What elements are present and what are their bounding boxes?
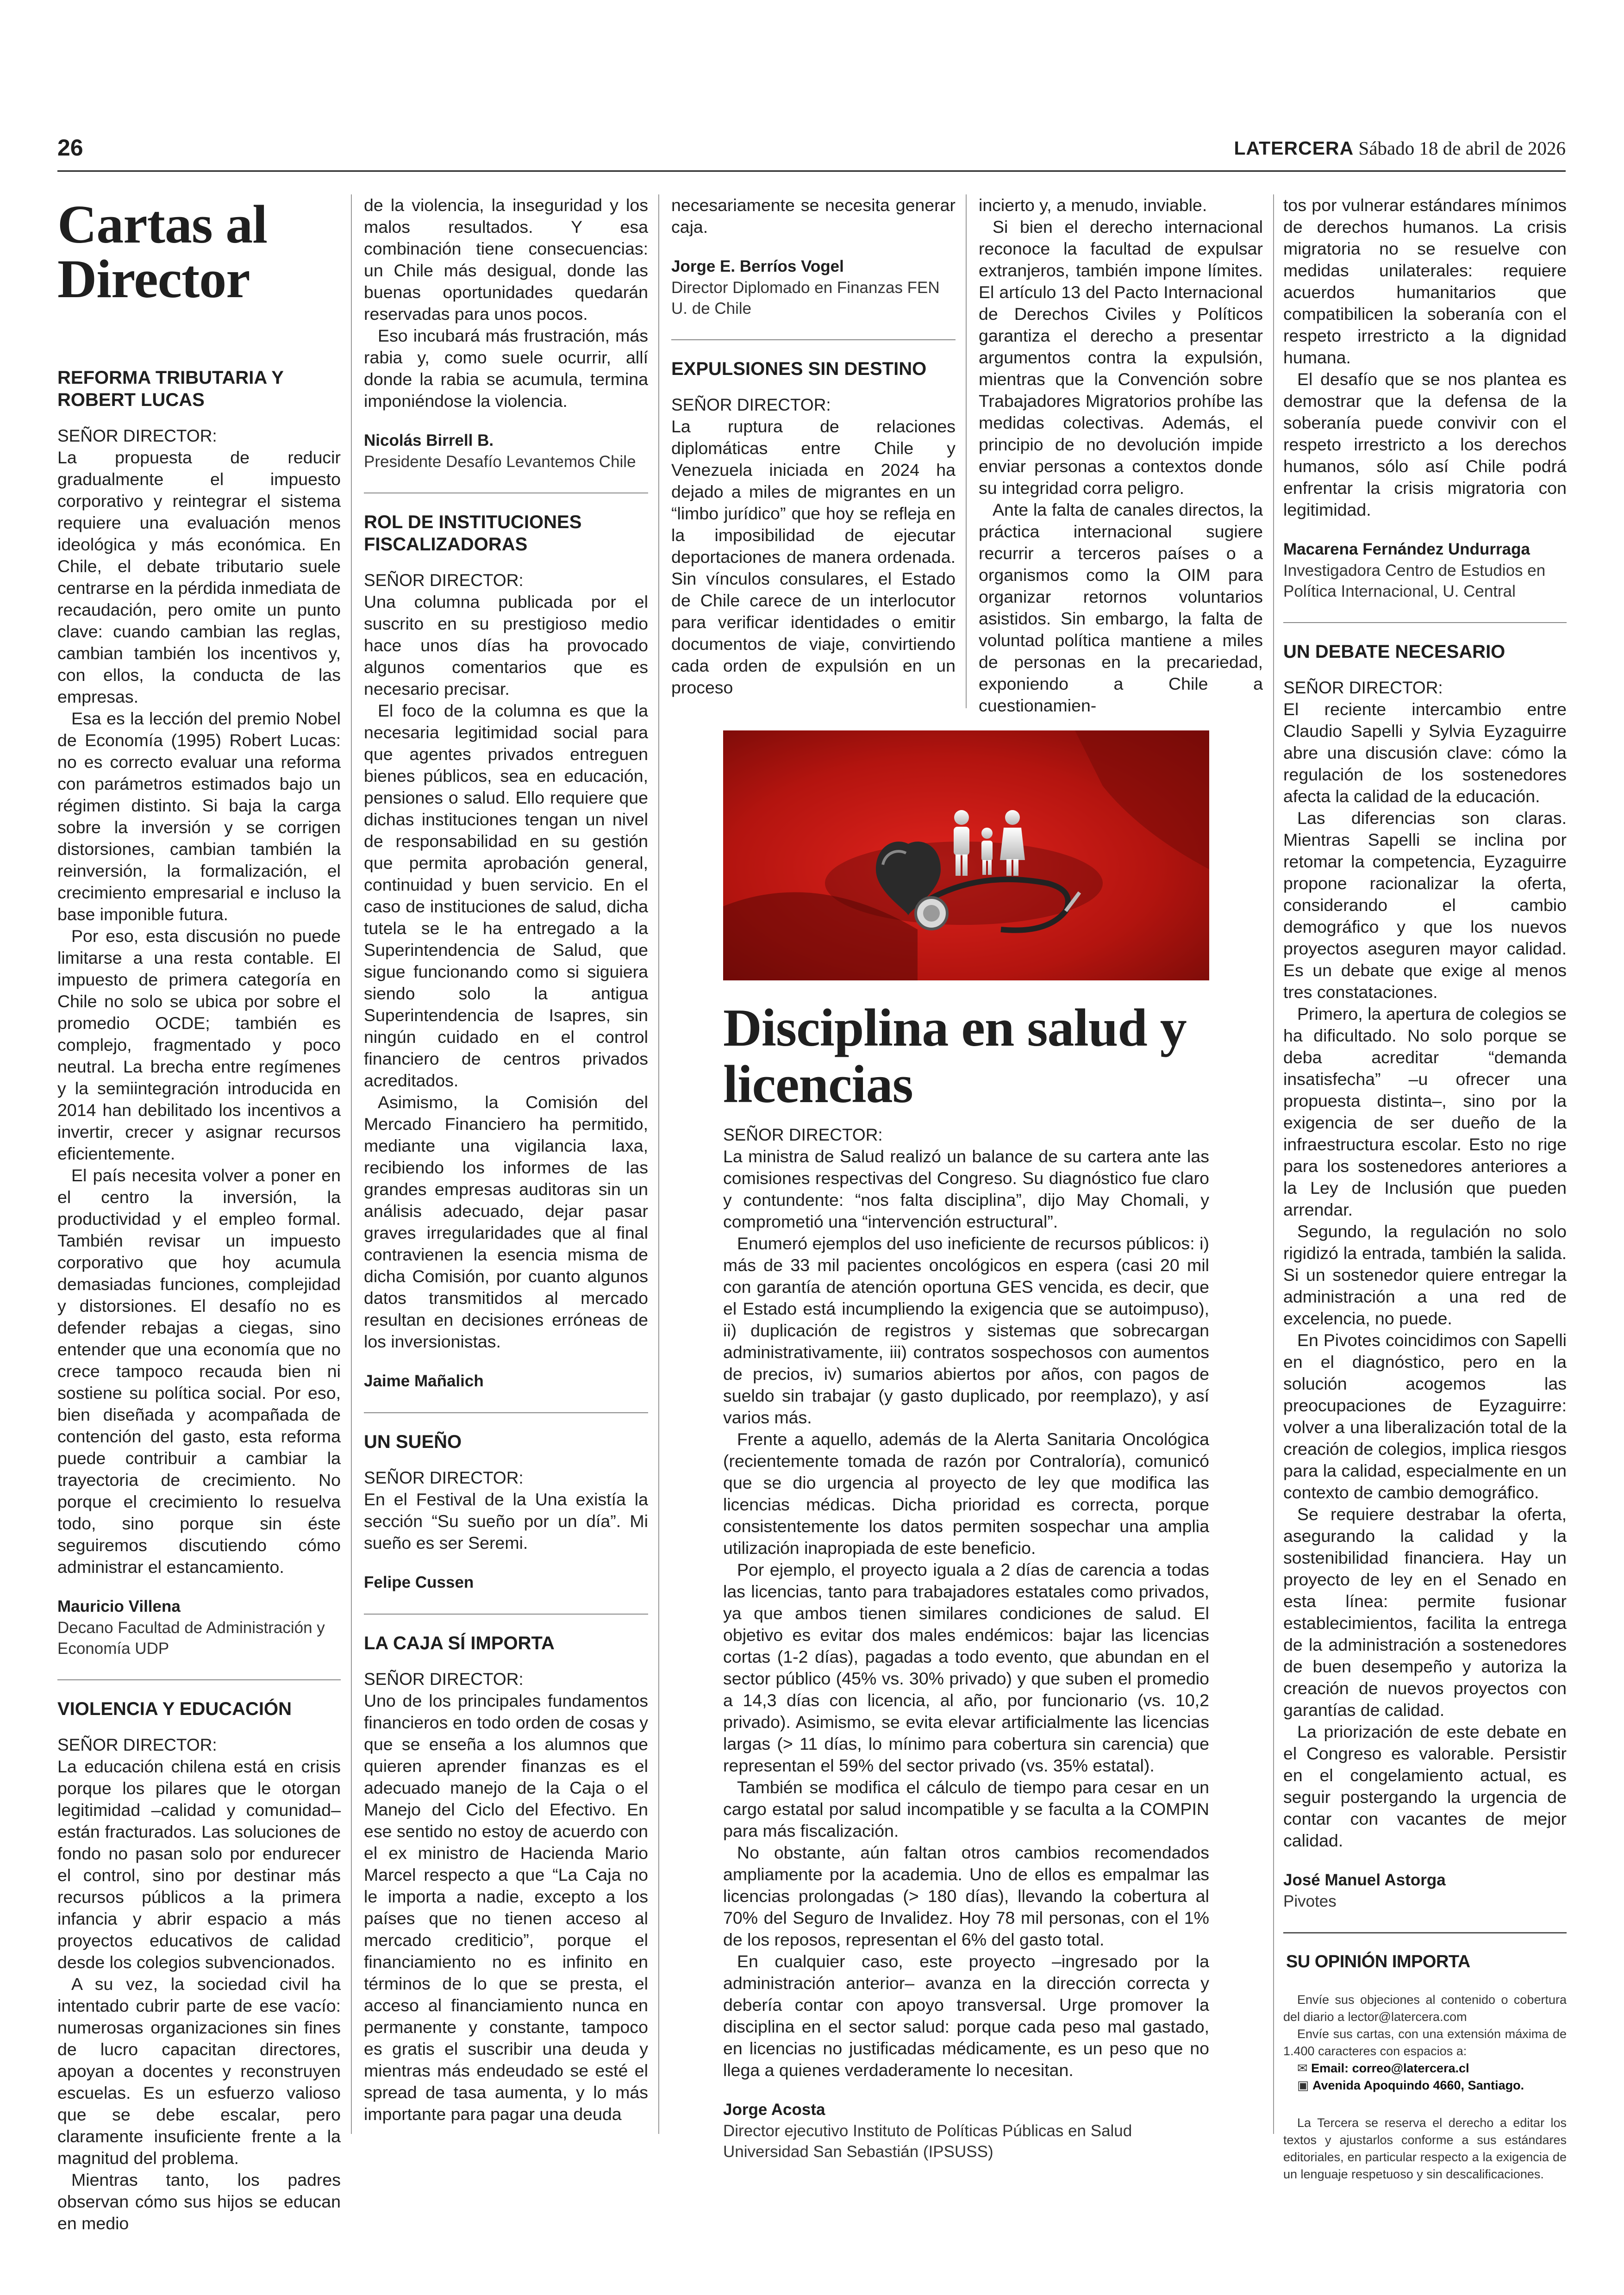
paragraph: Una columna publicada por el suscrito en su prestigioso medio hace unos días ha provocado algunos comentarios que es necesario precisar. (364, 592, 648, 698)
paragraph: No obstante, aún faltan otros cambios recomendados ampliamente por la academia. Uno de ellos es empalmar las licencias prolongadas (> 180 días), llevando la cobertura al 70% del Seguro de Invalidez. Hoy 78 mil personas, con el 1% de los reposos, representan el 6% del gasto total. (723, 1843, 1209, 1949)
salutation: SEÑOR DIRECTOR: (364, 571, 524, 590)
paragraph: También se modifica el cálculo de tiempo para cesar en un cargo estatal por salud incompatible y se faculta a la COMPIN para más fiscalización. (723, 1777, 1209, 1840)
top-rule (57, 170, 1566, 172)
paragraph: necesariamente se necesita generar caja. (671, 195, 956, 237)
letter-title: UN SUEÑO (364, 1432, 462, 1452)
salutation: SEÑOR DIRECTOR: (671, 395, 831, 414)
letter-affiliation: Universidad San Sebastián (IPSUSS) (723, 2143, 993, 2161)
email-line (1283, 2060, 1567, 2077)
paragraph: En el Festival de la Una existía la sección “Su sueño por un día”. Mi sueño es ser Seremi. (364, 1490, 648, 1553)
salutation: SEÑOR DIRECTOR: (364, 1670, 524, 1689)
envelope-icon: ✉ (1297, 2061, 1312, 2075)
salutation: SEÑOR DIRECTOR: (364, 1468, 524, 1487)
opinion-box-title: SU OPINIÓN IMPORTA (1286, 1952, 1470, 1971)
paragraph: Si bien el derecho internacional reconoce la facultad de expulsar extranjeros, también impone límites. El artículo 13 del Pacto Internacional de Derechos Civiles y Políticos garantiza el derecho a presentar argumentos contra la expulsión, mientras que la Convención sobre Trabajadores Migratorios prohíbe las medidas colectivas. Además, el principio de no devolución impide enviar personas a contextos donde su integridad corra peligro. (979, 217, 1263, 498)
divider (671, 339, 956, 340)
paragraph: Segundo, la regulación no solo rigidizó la entrada, también la salida. Si un sostenedor quiere entregar la administración a una red de excelencia, no puede. (1283, 1222, 1567, 1328)
paragraph: En Pivotes coincidimos con Sapelli en el diagnóstico, pero en la solución acogemos las preocupaciones de Eyzaguirre: volver a una liberalización total de la creación de colegios, implica riesgos para la calidad, especialmente en un contexto de cambio demográfico. (1283, 1330, 1567, 1502)
paragraph: La ruptura de relaciones diplomáticas entre Chile y Venezuela iniciada en 2024 ha dejado a miles de migrantes en un “limbo jurídico” que hoy se refleja en la imposibilidad de ejecutar deportaciones de manera ordenada. Sin vínculos consulares, el Estado de Chile carece de un interlocutor para verificar identidades o emitir documentos de viaje, convirtiendo cada orden de expulsión en un proceso (671, 417, 956, 697)
paragraph: La priorización de este debate en el Congreso es valorable. Persistir en el congelamiento actual, es seguir postergando la urgencia de contar con vacantes de mejor calidad. (1283, 1722, 1567, 1850)
column-1 (57, 194, 341, 2234)
paragraph: incierto y, a menudo, inviable. (979, 195, 1207, 215)
paragraph: La educación chilena está en crisis porque los pilares que le otorgan legitimidad –calidad y comunidad– están fracturados. Las soluciones de fondo no pasan solo por endurecer el control, sino por destinar más recursos públicos a la primera infancia y abrir espacio a más proyectos educativos de calidad desde los colegios subvencionados. (57, 1757, 341, 1972)
paragraph: A su vez, la sociedad civil ha intentado cubrir parte de ese vacío: numerosas organizaciones sin fines de lucro capacitan directores, apoyan a docentes y reconstruyen escuelas. Es un esfuerzo valioso que se debe escalar, pero claramente insuficiente frente a la magnitud del problema. (57, 1974, 341, 2168)
letter-affiliation: Investigadora Centro de Estudios en Política Internacional, U. Central (1283, 561, 1546, 600)
column-2 (364, 194, 648, 2125)
paragraph: Primero, la apertura de colegios se ha dificultado. No solo porque se deba acreditar “demanda insatisfecha” –u ofrecer una propuesta distinta–, sino por la exigencia de ser dueño de la infraestructura escolar. Esto no rige para los sostenedores anteriores a la Ley de Inclusión que pueden arrendar. (1283, 1004, 1567, 1219)
paragraph: Se requiere destrabar la oferta, asegurando la calidad y la sostenibilidad financiera. Hay un proyecto de ley en el Senado en esta línea: permite fusionar establecimientos, facilita la entrega de la administración a sostenedores de buen desempeño y autoriza la creación de nuevos proyectos con garantías de calidad. (1283, 1504, 1567, 1720)
letter-title: EXPULSIONES SIN DESTINO (671, 359, 927, 379)
column-divider (1273, 194, 1274, 2134)
column-4 (979, 194, 1263, 717)
letter-author: Jorge Acosta (723, 2101, 825, 2119)
column-divider (966, 194, 967, 708)
letter-affiliation: Decano Facultad de Administración y Economía UDP (57, 1619, 325, 1658)
section-title: Cartas al Director (57, 194, 268, 309)
mailbox-icon: ▣ (1297, 2078, 1313, 2092)
paragraph: de la violencia, la inseguridad y los malos resultados. Y esa combinación tiene consecuencias: un Chile más desigual, donde las buenas oportunidades quedarán reservadas para unos pocos. (364, 195, 648, 324)
letter-affiliation: Pivotes (1283, 1892, 1337, 1910)
opinion-line: Envíe sus objeciones al contenido o cobertura del diario a lector@latercera.com (1283, 1993, 1567, 2024)
letter-title: VIOLENCIA Y EDUCACIÓN (57, 1699, 292, 1719)
page-number: 26 (57, 135, 83, 161)
paragraph: Esa es la lección del premio Nobel de Economía (1995) Robert Lucas: no es correcto evaluar una reforma con parámetros estimados bajo un régimen distinto. Si baja la carga sobre la inversión y se corrigen distorsiones, cambian también la reinversión, la formalización, el crecimiento empresarial e incluso la base imponible futura. (57, 709, 341, 924)
letter-title: LA CAJA SÍ IMPORTA (364, 1633, 555, 1653)
divider (364, 1614, 648, 1615)
paragraph: En cualquier caso, este proyecto –ingresado por la administración anterior– avanza en la dirección correcta y debería contar con apoyo transversal. Urge promover la disciplina en el sector salud: porque cada peso mal gastado, en licencias no justificadas médicamente, es un peso que no llega a quienes verdaderamente lo necesitan. (723, 1952, 1209, 2080)
letter-affiliation: Director ejecutivo Instituto de Políticas Públicas en Salud (723, 2122, 1132, 2140)
salutation: SEÑOR DIRECTOR: (57, 426, 217, 445)
paragraph: Mientras tanto, los padres observan cómo sus hijos se educan en medio (57, 2170, 341, 2233)
issue-date: Sábado 18 de abril de 2026 (1358, 137, 1566, 159)
paragraph: Las diferencias son claras. Mientras Sapelli se inclina por retomar la competencia, Eyzaguirre propone racionalizar la oferta, considerando el cambio demográfico y que los nuevos proyectos aseguren mayor calidad. Es un debate que exige al menos tres constataciones. (1283, 808, 1567, 1002)
address-line (1283, 2077, 1567, 2094)
paragraph: Eso incubará más frustración, más rabia y, como suele ocurrir, allí donde la rabia se acumula, termina imponiéndose la violencia. (364, 326, 648, 411)
paragraph: Enumeró ejemplos del uso ineficiente de recursos públicos: i) más de 33 mil pacientes oncológicos en espera (casi 20 mil con garantía de atención oportuna GES vencida, es decir, que el Estado está incumpliendo la exigencia que se autoimpuso), ii) duplicación de registros y sistemas que sobrecargan administrativamente, iii) contratos sospechosos con aumentos de precios, iv) sumarios abiertos por años, con pagos de sueldo sin trabajar (y gasto duplicado, por reemplazo), y así varios más. (723, 1234, 1209, 1427)
letter-title: ROL DE INSTITUCIONES FISCALIZADORAS (364, 512, 582, 555)
paragraph: Uno de los principales fundamentos financieros en todo orden de cosas y que se enseña a los alumnos que quieren aprender finanzas es el adecuado manejo de la Caja o el Manejo del Ciclo del Efectivo. En ese sentido no estoy de acuerdo con el ex ministro de Hacienda Mario Marcel respecto a que “La Caja no le importa a nadie, excepto a los países que no tienen acceso al mercado crediticio”, porque el financiamiento no es infinito en términos de lo que se presta, el acceso al financiamiento nunca en permanente y constante, tampoco es gratis el suscribir una deuda y mientras más endeudado se esté el spread de tasa aumenta, y lo más importante para pagar una deuda (364, 1691, 648, 2124)
letter-title: UN DEBATE NECESARIO (1283, 642, 1505, 662)
disclaimer: La Tercera se reserva el derecho a editar los textos y ajustarlos conforme a sus estándares editoriales, en particular respecto a la exigencia de un lenguaje respetuoso y sin descalificaciones. (1283, 2116, 1567, 2181)
paragraph: Ante la falta de canales directos, la práctica internacional sugiere recurrir a terceros países o a organismos como la OIM para organizar retornos voluntarios asistidos. Sin embargo, la falta de voluntad política mantiene a miles de personas en la precariedad, exponiendo a Chile a cuestionamien- (979, 500, 1263, 715)
featured-title: Disciplina en salud y licencias (723, 998, 1187, 1114)
masthead (1234, 137, 1566, 159)
featured-letter (723, 1000, 1209, 2162)
paragraph: tos por vulnerar estándares mínimos de derechos humanos. La crisis migratoria no se resuelve con medidas unilaterales: requiere acuerdos humanitarios que compatibilicen la soberanía con el respeto irrestricto a la dignidad humana. (1283, 195, 1567, 367)
column-5 (1283, 194, 1567, 2183)
divider (57, 1679, 341, 1680)
salutation: SEÑOR DIRECTOR: (1283, 678, 1443, 697)
paragraph: La ministra de Salud realizó un balance de su cartera ante las comisiones respectivas del Congreso. Su diagnóstico fue claro y contundente: “nos falta disciplina”, dijo May Chomali, y comprometió una “intervención estructural”. (723, 1147, 1209, 1231)
letter-affiliation: Presidente Desafío Levantemos Chile (364, 453, 636, 471)
divider (1283, 1932, 1567, 1933)
paragraph: Asimismo, la Comisión del Mercado Financiero ha permitido, mediante una vigilancia laxa, recibiendo los informes de las grandes empresas auditoras sin un análisis adecuado, dejar pasar graves irregularidades que al final contravienen la esencia misma de dicha Comisión, por cuanto algunos datos transmitidos al mercado resultan en decisiones erróneas de los inversionistas. (364, 1092, 648, 1351)
paragraph: El reciente intercambio entre Claudio Sapelli y Sylvia Eyzaguirre abre una discusión clave: cómo la regulación de los sostenedores afecta la calidad de la educación. (1283, 699, 1567, 806)
brand-name: LATERCERA (1234, 137, 1354, 159)
letter-author: José Manuel Astorga (1283, 1871, 1446, 1889)
column-divider (351, 194, 352, 2134)
paragraph: El desafío que se nos plantea es demostrar que la defensa de la soberanía puede convivir con el respeto irrestricto a los derechos humanos, sólo así Chile podrá enfrentar la crisis migratoria con legitimidad. (1283, 369, 1567, 519)
paragraph: Por eso, esta discusión no puede limitarse a una resta contable. El impuesto de primera categoría en Chile no solo se ubica por sobre el promedio OCDE; también es complejo, fragmentado y poco neutral. La brecha entre regímenes y la semiintegración introducida en 2014 han debilitado los incentivos a invertir, crecer y asignar recursos eficientemente. (57, 926, 341, 1163)
salutation: SEÑOR DIRECTOR: (57, 1735, 217, 1754)
letter-title: REFORMA TRIBUTARIA Y ROBERT LUCAS (57, 368, 284, 410)
paragraph: El foco de la columna es que la necesaria legitimidad social para que agentes privados entreguen bienes públicos, sea en educación, pensiones o salud. Ello requiere que dichas instituciones tengan un nivel de responsabilidad en su gestión que permita aprobación general, continuidad y buen servicio. En el caso de instituciones de salud, dicha tutela se le ha entregado a la Superintendencia de Salud, que sigue funcionando como si siguiera siendo solo la antigua Superintendencia de Isapres, sin ningún cuidado en el control financiero de centros privados acreditados. (364, 701, 648, 1090)
divider (364, 1412, 648, 1413)
paragraph: Frente a aquello, además de la Alerta Sanitaria Oncológica (recientemente tomada de razón por Contraloría), comunicó que se dio urgencia al proyecto de ley que modifica las licencias médicas. Dicha prioridad es correcta, porque consistentemente los datos permiten sospechar una amplia utilización inapropiada de este beneficio. (723, 1429, 1209, 1558)
paragraph: La propuesta de reducir gradualmente el impuesto corporativo y reintegrar el sistema requiere una evaluación menos ideológica y más económica. En Chile, el debate tributario suele centrarse en la pérdida inmediata de recaudación, pero omite un punto clave: cuando cambian las reglas, cambian también los incentivos y, con ellos, la conducta de las empresas. (57, 448, 341, 706)
contact-address: Avenida Apoquindo 4660, Santiago. (1312, 2078, 1524, 2092)
letter-author: Nicolás Birrell B. (364, 431, 494, 449)
letter-author: Jaime Mañalich (364, 1372, 484, 1390)
column-3 (671, 194, 956, 698)
letter-affiliation: Director Diplomado en Finanzas FEN U. de Chile (671, 279, 940, 318)
paragraph: El país necesita volver a poner en el centro la inversión, la productividad y el empleo formal. También revisar un impuesto corporativo que hoy acumula demasiadas funciones, complejidad y distorsiones. El desafío no es defender rebajas a ciegas, sino entender que una economía que no crece tampoco recauda bien ni sostiene su política social. Por eso, bien diseñada y acompañada de contención del gasto, esta reforma puede contribuir a cambiar la trayectoria de crecimiento. No porque el crecimiento lo resuelva todo, sino porque sin éste seguiremos discutiendo cómo administrar el estancamiento. (57, 1166, 341, 1577)
letter-author: Felipe Cussen (364, 1573, 474, 1591)
divider (1283, 622, 1567, 623)
health-illustration (723, 730, 1209, 980)
letter-author: Mauricio Villena (57, 1597, 181, 1615)
paragraph: Por ejemplo, el proyecto iguala a 2 días de carencia a todas las licencias, tanto para trabajadores estatales como privados, ya que ambos tienen similares condiciones de salud. El objetivo es evitar dos males endémicos: bajar las licencias cortas (1-2 días), pagadas a todo evento, que abundan en el sector público (45% vs. 30% privado) y que suben el promedio a 14,3 días con licencia, al año, por funcionario (vs. 10,2 privado). Asimismo, se evita elevar artificialmente las licencias largas (> 11 días, lo mínimo para cobertura sin carencia) que representan el 59% del sector privado (vs. 35% estatal). (723, 1560, 1209, 1775)
contact-email[interactable]: Email: correo@latercera.cl (1311, 2061, 1469, 2075)
column-divider (658, 194, 659, 2134)
salutation: SEÑOR DIRECTOR: (723, 1125, 883, 1144)
letter-author: Macarena Fernández Undurraga (1283, 540, 1530, 558)
opinion-line: Envíe sus cartas, con una extensión máxima de 1.400 caracteres con espacios a: (1283, 2027, 1567, 2058)
letter-author: Jorge E. Berríos Vogel (671, 257, 844, 275)
